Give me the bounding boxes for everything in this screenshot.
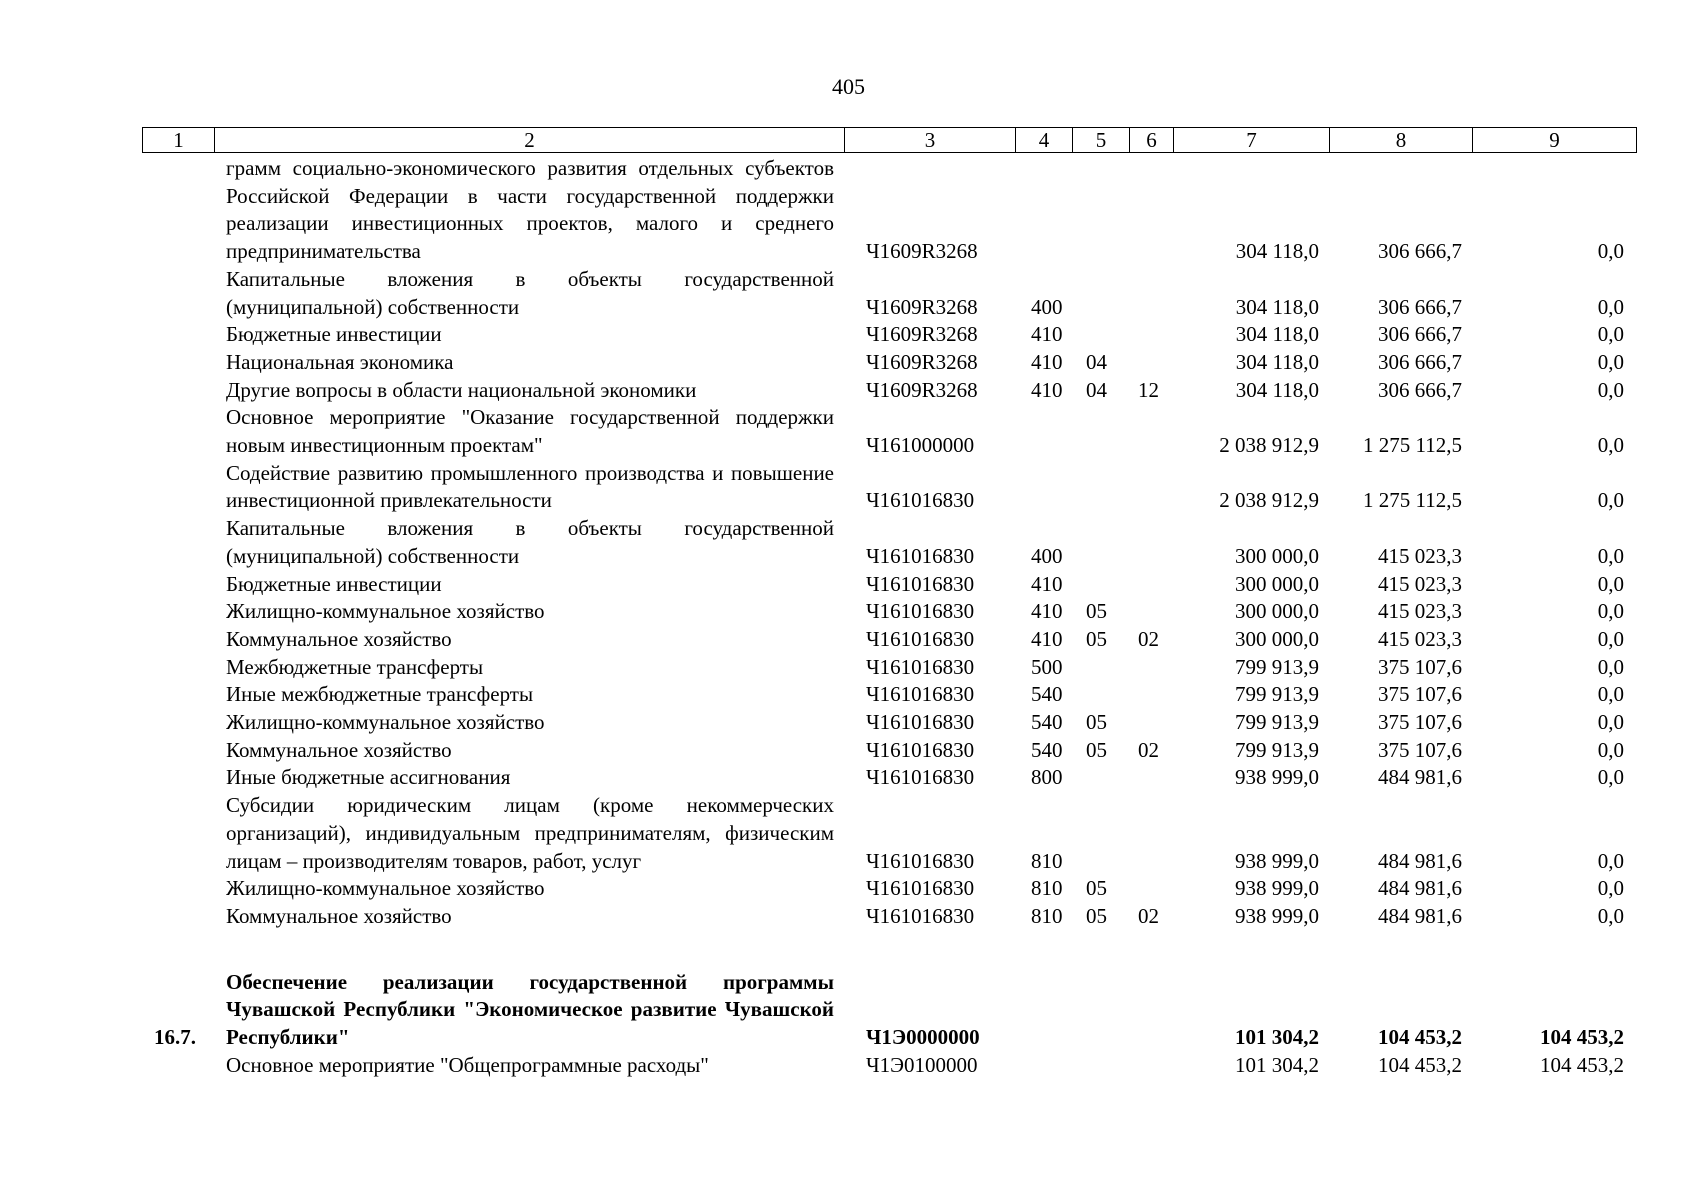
row-value-7: 304 118,0 xyxy=(1235,322,1319,347)
row-value-9: 0,0 xyxy=(1597,377,1624,402)
row-col5 xyxy=(1072,266,1129,321)
row-value-7: 799 913,9 xyxy=(1235,654,1319,679)
row-value-7: 304 118,0 xyxy=(1235,294,1319,319)
row-code: Ч161016830 xyxy=(866,903,975,928)
row-col6 xyxy=(1129,709,1173,737)
row-col4: 540 xyxy=(1031,682,1063,707)
row-code: Ч161016830 xyxy=(866,876,975,901)
row-number xyxy=(142,792,214,875)
row-col6: 02 xyxy=(1138,737,1159,762)
table-row xyxy=(142,571,1636,599)
row-number xyxy=(142,266,214,321)
row-col5: 05 xyxy=(1086,626,1107,651)
column-header: 9 xyxy=(1473,128,1637,153)
row-name: Бюджетные инвестиции xyxy=(226,322,442,347)
row-value-8: 375 107,6 xyxy=(1378,710,1462,735)
column-header: 3 xyxy=(845,128,1016,153)
row-col6 xyxy=(1129,321,1173,349)
row-name: Межбюджетные трансферты xyxy=(226,654,484,679)
row-value-8: 375 107,6 xyxy=(1378,682,1462,707)
row-number xyxy=(142,571,214,599)
row-value-7: 300 000,0 xyxy=(1235,599,1319,624)
row-name: Коммунальное хозяйство xyxy=(226,903,452,928)
row-col6 xyxy=(1129,654,1173,682)
row-value-8: 1 275 112,5 xyxy=(1363,433,1462,458)
row-value-8: 104 453,2 xyxy=(1378,1052,1462,1077)
row-col6 xyxy=(1129,404,1173,459)
row-col5 xyxy=(1072,571,1129,599)
row-value-7: 938 999,0 xyxy=(1235,876,1319,901)
row-value-8: 306 666,7 xyxy=(1378,294,1462,319)
row-code: Ч1Э0000000 xyxy=(866,1025,980,1050)
row-code: Ч161016830 xyxy=(866,654,975,679)
row-number xyxy=(142,460,214,515)
row-value-7: 300 000,0 xyxy=(1235,571,1319,596)
row-code: Ч161016830 xyxy=(866,488,975,513)
row-value-8: 1 275 112,5 xyxy=(1363,488,1462,513)
spacer-cell xyxy=(142,931,1636,969)
row-col4: 810 xyxy=(1031,876,1063,901)
page-number: 405 xyxy=(832,74,865,99)
row-name: Иные бюджетные ассигнования xyxy=(226,765,511,790)
column-header: 1 xyxy=(143,128,215,153)
row-col5 xyxy=(1072,321,1129,349)
row-value-7: 2 038 912,9 xyxy=(1219,488,1319,513)
row-value-7: 938 999,0 xyxy=(1235,848,1319,873)
row-value-9: 104 453,2 xyxy=(1540,1052,1624,1077)
row-value-9: 0,0 xyxy=(1597,848,1624,873)
row-value-9: 0,0 xyxy=(1597,737,1624,762)
table-row xyxy=(142,598,1636,626)
row-value-7: 799 913,9 xyxy=(1235,737,1319,762)
row-value-9: 0,0 xyxy=(1597,654,1624,679)
column-header: 5 xyxy=(1073,128,1130,153)
row-col5: 04 xyxy=(1086,377,1107,402)
row-number xyxy=(142,737,214,765)
row-code: Ч1Э0100000 xyxy=(866,1052,978,1077)
row-number xyxy=(142,875,214,903)
row-name: Коммунальное хозяйство xyxy=(226,626,452,651)
row-col4: 540 xyxy=(1031,737,1063,762)
row-value-7: 101 304,2 xyxy=(1235,1025,1319,1050)
row-number xyxy=(142,709,214,737)
row-value-7: 938 999,0 xyxy=(1235,903,1319,928)
table-row xyxy=(142,792,1636,875)
row-value-8: 375 107,6 xyxy=(1378,654,1462,679)
row-col5: 05 xyxy=(1086,737,1107,762)
table-body xyxy=(142,155,1636,1080)
row-code: Ч161016830 xyxy=(866,543,975,568)
row-value-8: 484 981,6 xyxy=(1378,876,1462,901)
row-name: Жилищно-коммунальное хозяйство xyxy=(226,599,545,624)
row-col5 xyxy=(1072,404,1129,459)
row-col6 xyxy=(1129,681,1173,709)
row-col6: 02 xyxy=(1138,903,1159,928)
row-value-8: 375 107,6 xyxy=(1378,737,1462,762)
row-name: Основное мероприятие "Общепрограммные расходы" xyxy=(226,1052,709,1077)
row-value-9: 0,0 xyxy=(1597,599,1624,624)
row-code: Ч1609R3268 xyxy=(866,322,978,347)
row-col6 xyxy=(1129,764,1173,792)
row-name: Капитальные вложения в объекты государственной (муниципальной) собственности xyxy=(226,266,834,319)
row-col5 xyxy=(1072,460,1129,515)
row-col5 xyxy=(1072,1052,1129,1080)
column-header: 7 xyxy=(1174,128,1330,153)
row-number xyxy=(142,681,214,709)
row-col6 xyxy=(1129,792,1173,875)
column-header-table xyxy=(142,127,1637,153)
row-name: Основное мероприятие "Оказание государственной поддержки новым инвестиционным проектам" xyxy=(226,405,834,458)
table-row xyxy=(142,349,1636,377)
table-row xyxy=(142,515,1636,570)
table-row xyxy=(142,266,1636,321)
row-number xyxy=(142,321,214,349)
column-header: 2 xyxy=(215,128,845,153)
row-col6: 02 xyxy=(1138,626,1159,651)
row-col4: 800 xyxy=(1031,765,1063,790)
row-col6 xyxy=(1129,1052,1173,1080)
row-col6 xyxy=(1129,515,1173,570)
row-value-8: 484 981,6 xyxy=(1378,848,1462,873)
row-col4 xyxy=(1015,404,1072,459)
column-header: 4 xyxy=(1016,128,1073,153)
row-name: Капитальные вложения в объекты государственной (муниципальной) собственности xyxy=(226,516,834,568)
table-row xyxy=(142,460,1636,515)
row-col5 xyxy=(1072,155,1129,266)
row-name: Субсидии юридическим лицам (кроме некоммерческих организаций), индивидуальным предпринимателям, физическим лицам – производителям товаров, работ, услуг xyxy=(226,793,834,873)
row-code: Ч161016830 xyxy=(866,737,975,762)
column-header-row xyxy=(143,128,1637,153)
row-number xyxy=(142,155,214,266)
row-name: Национальная экономика xyxy=(226,349,454,374)
table-row xyxy=(142,737,1636,765)
table-row xyxy=(142,903,1636,931)
row-col5: 05 xyxy=(1086,710,1107,735)
row-value-9: 0,0 xyxy=(1597,543,1624,568)
row-code: Ч161000000 xyxy=(866,433,975,458)
row-col5 xyxy=(1072,654,1129,682)
row-code: Ч1609R3268 xyxy=(866,349,978,374)
row-value-7: 799 913,9 xyxy=(1235,710,1319,735)
row-col6: 12 xyxy=(1138,377,1159,402)
row-number: 16.7. xyxy=(154,1025,196,1050)
row-code: Ч161016830 xyxy=(866,599,975,624)
row-col5 xyxy=(1072,969,1129,1052)
row-number xyxy=(142,1052,214,1080)
row-number xyxy=(142,903,214,931)
row-number xyxy=(142,654,214,682)
row-value-9: 0,0 xyxy=(1597,488,1624,513)
row-col4: 410 xyxy=(1031,571,1063,596)
row-value-8: 484 981,6 xyxy=(1378,903,1462,928)
row-value-9: 0,0 xyxy=(1597,765,1624,790)
row-value-7: 300 000,0 xyxy=(1235,626,1319,651)
row-number xyxy=(142,404,214,459)
row-code: Ч1609R3268 xyxy=(866,377,978,402)
row-col5: 05 xyxy=(1086,903,1107,928)
row-col4 xyxy=(1015,1052,1072,1080)
row-value-7: 300 000,0 xyxy=(1235,543,1319,568)
row-value-8: 104 453,2 xyxy=(1378,1025,1462,1050)
row-col4: 400 xyxy=(1031,543,1063,568)
row-code: Ч161016830 xyxy=(866,765,975,790)
row-col5 xyxy=(1072,515,1129,570)
row-col4: 540 xyxy=(1031,710,1063,735)
row-col5: 05 xyxy=(1086,599,1107,624)
row-col4: 410 xyxy=(1031,599,1063,624)
table-row xyxy=(142,875,1636,903)
table-row xyxy=(142,377,1636,405)
row-value-8: 415 023,3 xyxy=(1378,571,1462,596)
row-value-8: 415 023,3 xyxy=(1378,599,1462,624)
spacer-row xyxy=(142,931,1636,969)
table-row xyxy=(142,681,1636,709)
row-code: Ч161016830 xyxy=(866,682,975,707)
table-row xyxy=(142,404,1636,459)
row-value-7: 101 304,2 xyxy=(1235,1052,1319,1077)
row-value-9: 104 453,2 xyxy=(1540,1025,1624,1050)
row-col5 xyxy=(1072,764,1129,792)
row-value-9: 0,0 xyxy=(1597,682,1624,707)
row-value-9: 0,0 xyxy=(1597,571,1624,596)
row-col6 xyxy=(1129,598,1173,626)
row-code: Ч161016830 xyxy=(866,848,975,873)
row-name: Другие вопросы в области национальной экономики xyxy=(226,377,697,402)
row-value-9: 0,0 xyxy=(1597,322,1624,347)
row-value-9: 0,0 xyxy=(1597,349,1624,374)
row-value-9: 0,0 xyxy=(1597,626,1624,651)
row-name: Бюджетные инвестиции xyxy=(226,571,442,596)
row-name: Иные межбюджетные трансферты xyxy=(226,682,534,707)
row-name: грамм социально-экономического развития отдельных субъектов Российской Федерации в части государственной поддержки реализации инвестиционных проектов, малого и среднего предпринимательства xyxy=(226,156,834,264)
table-row xyxy=(142,969,1636,1052)
row-value-9: 0,0 xyxy=(1597,876,1624,901)
table-row xyxy=(142,764,1636,792)
row-col4 xyxy=(1015,969,1072,1052)
row-value-8: 415 023,3 xyxy=(1378,543,1462,568)
row-col4: 810 xyxy=(1031,848,1063,873)
row-value-9: 0,0 xyxy=(1597,433,1624,458)
row-name: Содействие развитию промышленного производства и повышение инвестиционной привлекательности xyxy=(226,460,834,513)
row-name: Жилищно-коммунальное хозяйство xyxy=(226,710,545,735)
row-value-7: 304 118,0 xyxy=(1235,377,1319,402)
row-col6 xyxy=(1129,969,1173,1052)
row-col6 xyxy=(1129,875,1173,903)
row-col4: 410 xyxy=(1031,377,1063,402)
row-code: Ч161016830 xyxy=(866,626,975,651)
row-value-8: 484 981,6 xyxy=(1378,765,1462,790)
column-header: 8 xyxy=(1330,128,1473,153)
row-col4: 500 xyxy=(1031,654,1063,679)
row-col5 xyxy=(1072,792,1129,875)
row-value-9: 0,0 xyxy=(1597,239,1624,264)
row-col6 xyxy=(1129,571,1173,599)
row-value-8: 306 666,7 xyxy=(1378,349,1462,374)
table-row xyxy=(142,1052,1636,1080)
row-value-7: 799 913,9 xyxy=(1235,682,1319,707)
row-value-7: 304 118,0 xyxy=(1235,239,1319,264)
row-number xyxy=(142,764,214,792)
row-value-7: 304 118,0 xyxy=(1235,349,1319,374)
row-value-7: 938 999,0 xyxy=(1235,765,1319,790)
row-col5 xyxy=(1072,681,1129,709)
row-name: Коммунальное хозяйство xyxy=(226,737,452,762)
row-number xyxy=(142,377,214,405)
row-col6 xyxy=(1129,155,1173,266)
row-value-8: 306 666,7 xyxy=(1378,322,1462,347)
row-number xyxy=(142,515,214,570)
row-col5: 05 xyxy=(1086,876,1107,901)
row-code: Ч1609R3268 xyxy=(866,294,978,319)
row-col6 xyxy=(1129,266,1173,321)
row-number xyxy=(142,626,214,654)
row-name: Жилищно-коммунальное хозяйство xyxy=(226,876,545,901)
table-row xyxy=(142,709,1636,737)
row-col4: 400 xyxy=(1031,294,1063,319)
table-row xyxy=(142,155,1636,266)
row-col4: 410 xyxy=(1031,349,1063,374)
row-value-8: 306 666,7 xyxy=(1378,377,1462,402)
row-value-7: 2 038 912,9 xyxy=(1219,433,1319,458)
row-col5: 04 xyxy=(1086,349,1107,374)
row-col4 xyxy=(1015,155,1072,266)
row-number xyxy=(142,349,214,377)
budget-table xyxy=(142,155,1636,1080)
row-number xyxy=(142,598,214,626)
table-row xyxy=(142,654,1636,682)
row-col4: 410 xyxy=(1031,322,1063,347)
row-col4 xyxy=(1015,460,1072,515)
row-col4: 810 xyxy=(1031,903,1063,928)
row-col6 xyxy=(1129,349,1173,377)
row-col6 xyxy=(1129,460,1173,515)
row-value-8: 306 666,7 xyxy=(1378,239,1462,264)
row-col4: 410 xyxy=(1031,626,1063,651)
row-name: Обеспечение реализации государственной программы Чувашской Республики "Экономическое развитие Чувашской Республики" xyxy=(226,969,834,1050)
table-row xyxy=(142,321,1636,349)
row-value-9: 0,0 xyxy=(1597,903,1624,928)
row-code: Ч161016830 xyxy=(866,710,975,735)
row-code: Ч1609R3268 xyxy=(866,239,978,264)
table-row xyxy=(142,626,1636,654)
row-value-9: 0,0 xyxy=(1597,710,1624,735)
column-header: 6 xyxy=(1130,128,1174,153)
row-value-8: 415 023,3 xyxy=(1378,626,1462,651)
row-code: Ч161016830 xyxy=(866,571,975,596)
row-value-9: 0,0 xyxy=(1597,294,1624,319)
